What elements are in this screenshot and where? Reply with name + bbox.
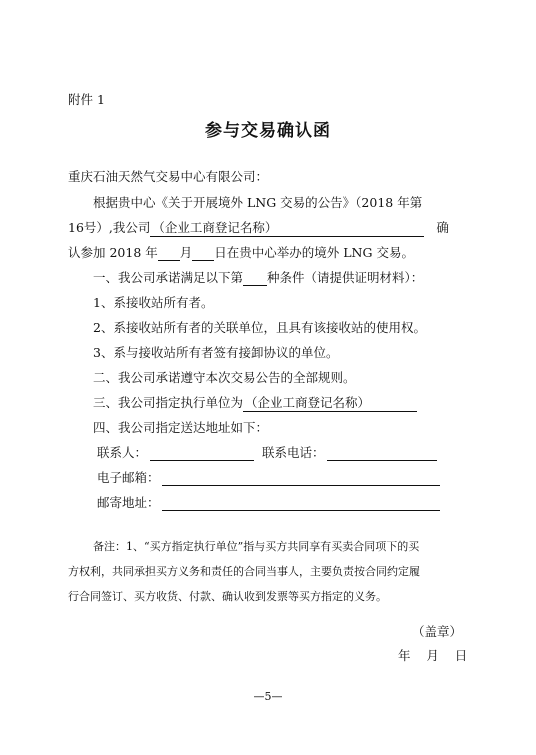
condition-1: 1、系接收站所有者。 bbox=[93, 295, 214, 310]
para1-line2-prefix: 16号）,我公司 bbox=[68, 220, 151, 235]
para1-line3-b: 月 bbox=[179, 245, 193, 260]
item1-prefix: 一、我公司承诺满足以下第 bbox=[93, 270, 244, 285]
para1-line1: 根据贵中心《关于开展境外 LNG 交易的公告》（2018 年第 bbox=[93, 195, 423, 210]
address-row bbox=[97, 495, 440, 511]
item4: 四、我公司指定送达地址如下： bbox=[93, 420, 269, 435]
email-label: 电子邮箱： bbox=[97, 470, 160, 485]
item2: 二、我公司承诺遵守本次交易公告的全部规则。 bbox=[93, 370, 356, 385]
executing-unit-placeholder: （企业工商登记名称） bbox=[245, 395, 371, 410]
contact-phone-field[interactable] bbox=[327, 446, 437, 461]
condition-2: 2、系接收站所有者的关联单位，且具有该接收站的使用权。 bbox=[93, 320, 426, 335]
document-title: 参与交易确认函 bbox=[205, 121, 331, 141]
contact-row bbox=[97, 445, 437, 461]
contact-name-label: 联系人： bbox=[97, 445, 148, 460]
date-label: 年 月 日 bbox=[398, 648, 468, 663]
month-blank[interactable] bbox=[158, 246, 180, 261]
email-row bbox=[97, 470, 440, 486]
condition-number-blank[interactable] bbox=[243, 271, 267, 286]
company-name-placeholder: （企业工商登记名称） bbox=[152, 220, 278, 235]
para1-line2-suffix: 确 bbox=[436, 220, 449, 235]
para1-line3-a: 认参加 2018 年 bbox=[68, 245, 158, 260]
item1-suffix: 种条件（请提供证明材料）： bbox=[267, 270, 424, 285]
attachment-label: 附件 1 bbox=[68, 92, 105, 107]
company-name-field[interactable] bbox=[150, 220, 424, 237]
item3-prefix: 三、我公司指定执行单位为 bbox=[93, 395, 244, 410]
condition-3: 3、系与接收站所有者签有接卸协议的单位。 bbox=[93, 345, 339, 360]
day-blank[interactable] bbox=[192, 246, 214, 261]
addressee: 重庆石油天然气交易中心有限公司： bbox=[68, 169, 269, 184]
address-field[interactable] bbox=[162, 496, 440, 511]
email-field[interactable] bbox=[162, 471, 440, 486]
item3 bbox=[93, 395, 417, 412]
executing-unit-field[interactable] bbox=[243, 395, 417, 412]
note-line2: 方权利，共同承担买方义务和责任的合同当事人，主要负责按合同约定履 bbox=[68, 565, 420, 578]
page-number: —5— bbox=[253, 690, 283, 703]
note-line1: 备注：1、“买方指定执行单位”指与买方共同享有买卖合同项下的买 bbox=[93, 540, 420, 553]
seal-label: （盖章） bbox=[412, 624, 463, 639]
para1-line3-c: 日在贵中心举办的境外 LNG 交易。 bbox=[214, 245, 414, 260]
contact-name-field[interactable] bbox=[150, 446, 254, 461]
note-line3: 行合同签订、买方收货、付款、确认收到发票等买方指定的义务。 bbox=[68, 590, 387, 603]
para1-line3 bbox=[68, 245, 414, 261]
address-label: 邮寄地址： bbox=[97, 495, 160, 510]
item1 bbox=[93, 270, 423, 286]
para1-line2 bbox=[68, 220, 449, 237]
contact-phone-label: 联系电话： bbox=[262, 445, 325, 460]
